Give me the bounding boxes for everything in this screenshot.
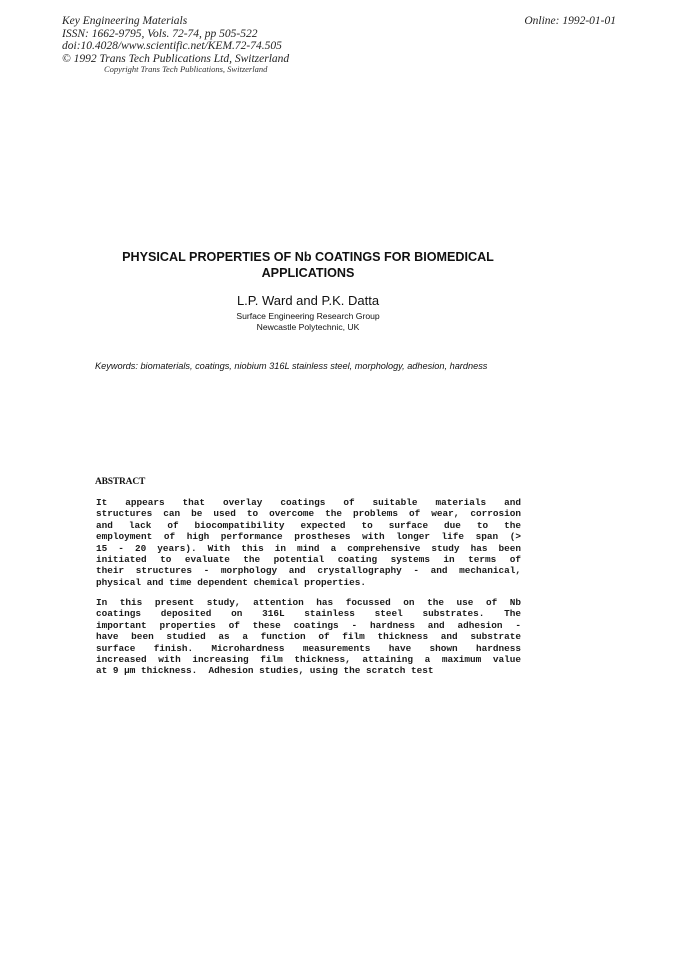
scanned-copyright-notice: Copyright Trans Tech Publications, Switzerland [104, 64, 268, 74]
paragraph-line: and lack of biocompatibility expected to surface due to the [96, 519, 521, 531]
online-date: Online: 1992-01-01 [524, 15, 616, 27]
abstract-paragraph-2 [96, 597, 521, 677]
affiliation-line-2: Newcastle Polytechnic, UK [256, 322, 360, 332]
paragraph-line: physical and time dependent chemical properties. [96, 576, 367, 588]
doi-line[interactable]: doi:10.4028/www.scientific.net/KEM.72-74.505 [62, 40, 282, 52]
title-line-2: APPLICATIONS [261, 266, 355, 280]
paragraph-line: at 9 µm thickness. Adhesion studies, using the scratch test [96, 665, 434, 677]
paragraph-line: 15 - 20 years). With this in mind a comprehensive study has been [96, 542, 521, 554]
paragraph-line: employment of high performance prostheses with longer life span (> [96, 531, 521, 543]
paragraph-line: surface finish. Microhardness measurements have shown hardness [96, 642, 521, 654]
publication-metadata [62, 15, 289, 65]
paragraph-line: structures can be used to overcome the problems of wear, corrosion [96, 508, 521, 520]
copyright-line: © 1992 Trans Tech Publications Ltd, Switzerland [62, 52, 290, 65]
paragraph-line: coatings deposited on 316L stainless steel substrates. The [96, 608, 521, 620]
authors: L.P. Ward and P.K. Datta [236, 293, 380, 308]
paragraph-line: increased with increasing film thickness, attaining a maximum value [96, 654, 521, 666]
paragraph-line: their structures - morphology and crystallography - and mechanical, [96, 565, 521, 577]
affiliation [108, 311, 508, 333]
paragraph-line: important properties of these coatings - hardness and adhesion - [96, 619, 521, 631]
paragraph-line: have been studied as a function of film thickness and substrate [96, 631, 521, 643]
affiliation-line-1: Surface Engineering Research Group [236, 311, 380, 321]
title-line-1: PHYSICAL PROPERTIES OF Nb COATINGS FOR BIOMEDICAL [122, 250, 494, 264]
abstract-paragraph-1 [96, 497, 521, 588]
keywords: Keywords: biomaterials, coatings, niobium 316L stainless steel, morphology, adhesion, hardness [95, 361, 488, 371]
paragraph-line: It appears that overlay coatings of suitable materials and [96, 497, 521, 508]
journal-name: Key Engineering Materials [62, 15, 188, 27]
paragraph-line: In this present study, attention has focussed on the use of Nb [96, 597, 521, 608]
paragraph-line: initiated to evaluate the potential coating systems in terms of [96, 554, 521, 566]
abstract-heading: ABSTRACT [95, 477, 146, 487]
issn-line: ISSN: 1662-9795, Vols. 72-74, pp 505-522 [62, 27, 258, 40]
paper-title [108, 249, 508, 281]
